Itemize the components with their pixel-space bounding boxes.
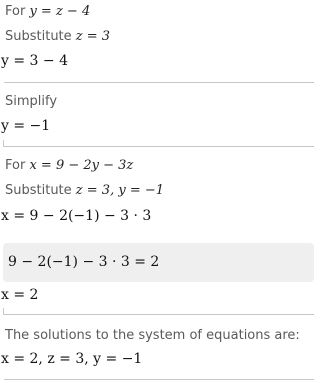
divider bbox=[4, 146, 314, 147]
step1-substitute-prefix: Substitute bbox=[5, 29, 76, 44]
divider bbox=[4, 82, 314, 83]
step3-label-prefix: For bbox=[5, 158, 30, 173]
step1-label bbox=[5, 4, 90, 19]
step5-label: The solutions to the system of equations are: bbox=[5, 328, 300, 343]
step3-label bbox=[5, 158, 133, 173]
step1-equation: y = z − 4 bbox=[29, 4, 91, 19]
divider bbox=[4, 314, 314, 315]
step4-result: x = 2 bbox=[1, 287, 39, 303]
step5-result: x = 2, z = 3, y = −1 bbox=[1, 351, 143, 367]
step1-label-prefix: For bbox=[5, 4, 30, 19]
step1-substitute bbox=[5, 29, 110, 44]
step4-highlighted-equation: 9 − 2(−1) − 3 · 3 = 2 bbox=[8, 254, 160, 270]
step3-equation: x = 9 − 2y − 3z bbox=[29, 158, 134, 173]
divider bbox=[4, 379, 314, 380]
step3-result: x = 9 − 2(−1) − 3 · 3 bbox=[1, 208, 152, 224]
step3-substitute bbox=[5, 183, 164, 198]
step3-substitute-value: z = 3, y = −1 bbox=[75, 183, 165, 198]
step2-result: y = −1 bbox=[1, 118, 51, 134]
step1-substitute-value: z = 3 bbox=[75, 29, 111, 44]
step1-result: y = 3 − 4 bbox=[1, 53, 68, 69]
step3-substitute-prefix: Substitute bbox=[5, 183, 76, 198]
step2-label: Simplify bbox=[5, 94, 58, 109]
